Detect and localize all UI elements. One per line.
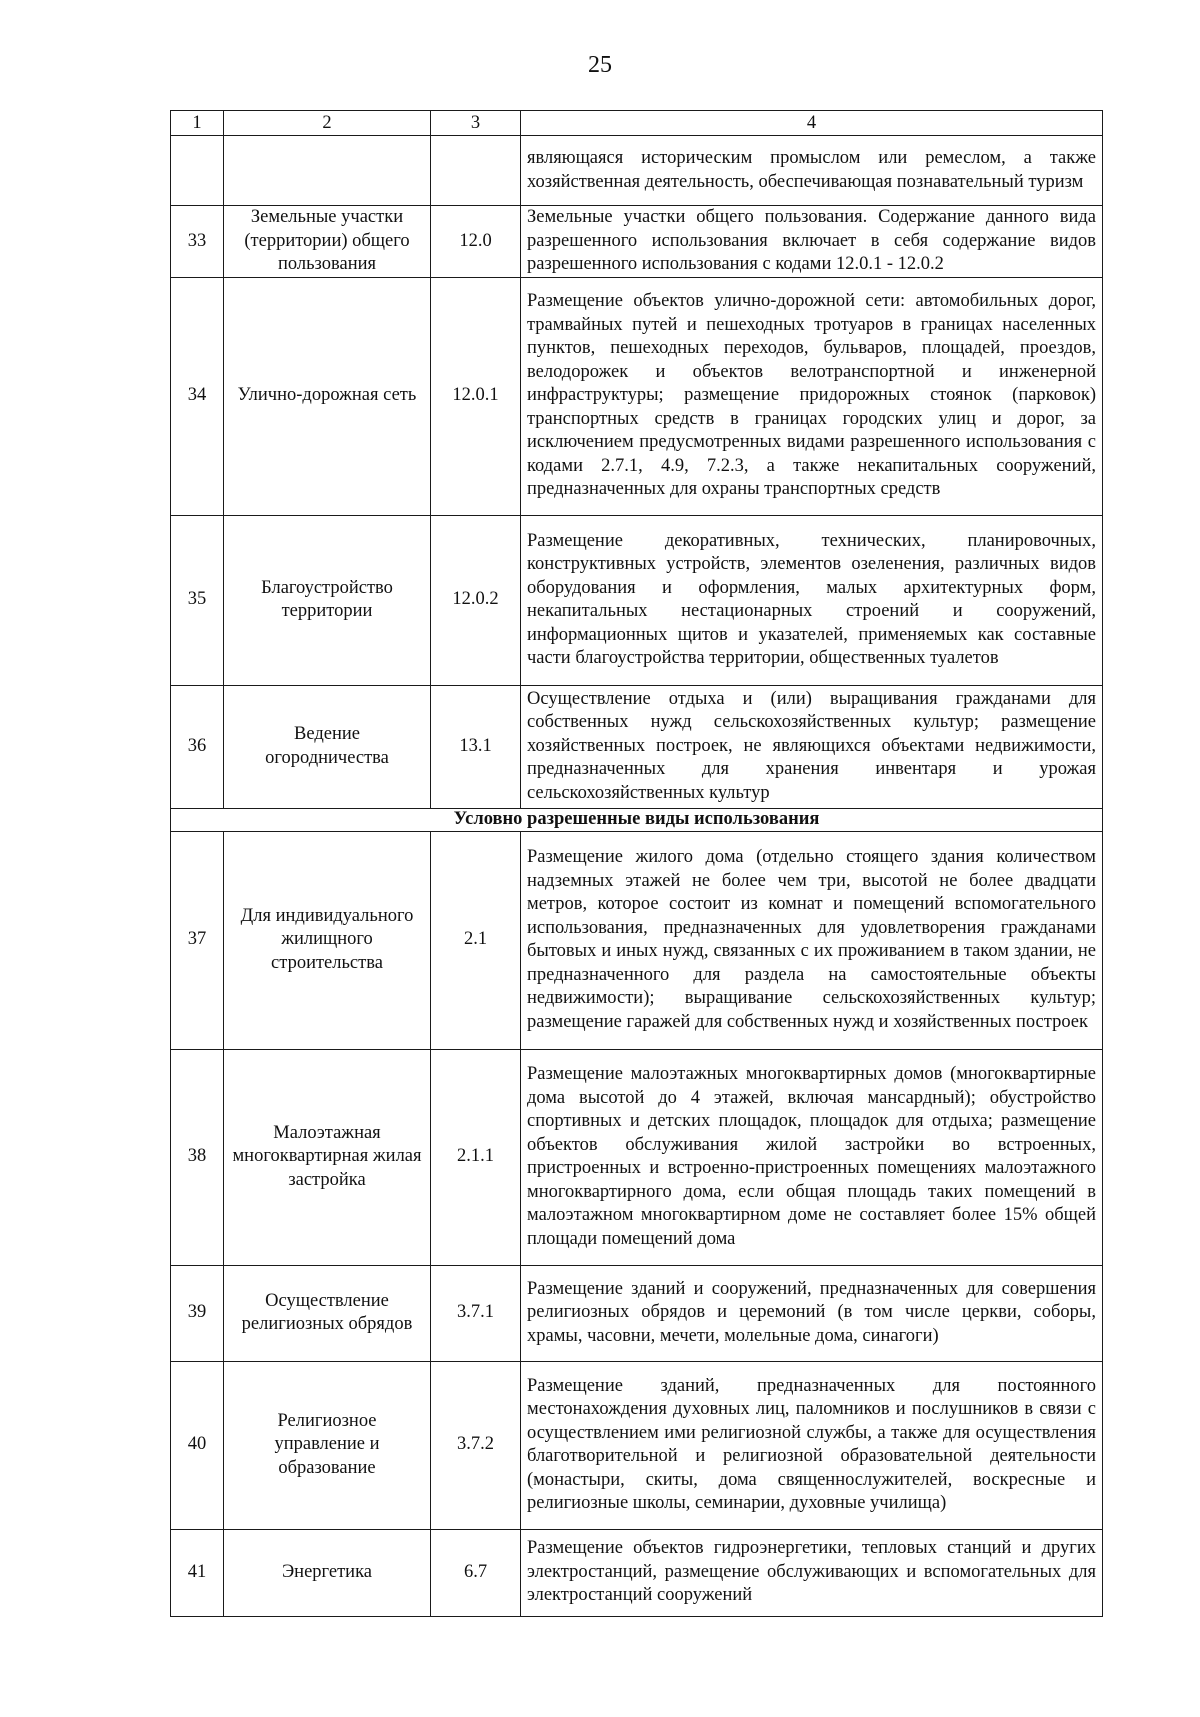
land-use-description: Земельные участки общего пользования. Содержание данного вида разрешенного использования включает в себя содержание видов разрешенного использования с кодами 12.0.1 - 12.0.2 <box>521 206 1103 278</box>
table-row <box>171 206 1103 278</box>
row-number: 36 <box>171 685 224 808</box>
row-number: 35 <box>171 515 224 685</box>
table-row <box>171 1529 1103 1616</box>
row-number: 38 <box>171 1049 224 1265</box>
land-use-description: Размещение объектов улично-дорожной сети: автомобильных дорог, трамвайных путей и пешеходных тротуаров в границах населенных пунктов, пешеходных переходов, бульваров, площадей, проездов, велодорожек и объектов велотранспортной и инженерной инфраструктуры; размещение придорожных стоянок (парковок) транспортных средств в границах городских улиц и дорог, за исключением предусмотренных видами разрешенного использования с кодами 2.7.1, 4.9, 7.2.3, а также некапитальных сооружений, предназначенных для охраны транспортных средств <box>521 277 1103 515</box>
table-row <box>171 685 1103 808</box>
section-header-row <box>171 808 1103 831</box>
land-use-name: Улично-дорожная сеть <box>224 277 431 515</box>
land-use-description: Размещение объектов гидроэнергетики, тепловых станций и других электростанций, размещение обслуживающих и вспомогательных для электростанций сооружений <box>521 1529 1103 1616</box>
land-use-name: Осуществление религиозных обрядов <box>224 1265 431 1361</box>
land-use-description: Размещение зданий, предназначенных для постоянного местонахождения духовных лиц, паломников и послушников в связи с осуществлением ими религиозной службы, а также для осуществления благотворительной и религиозной образовательной деятельности (монастыри, скиты, дома священнослужителей, воскресные и религиозные школы, семинарии, духовные училища) <box>521 1361 1103 1529</box>
continuation-row <box>171 136 1103 206</box>
row-number: 37 <box>171 831 224 1049</box>
column-number: 4 <box>521 111 1103 136</box>
land-use-code: 12.0.2 <box>431 515 521 685</box>
row-number: 40 <box>171 1361 224 1529</box>
row-number: 39 <box>171 1265 224 1361</box>
land-use-name: Энергетика <box>224 1529 431 1616</box>
land-use-description: Размещение декоративных, технических, планировочных, конструктивных устройств, элементов озеленения, различных видов оборудования и оформления, малых архитектурных форм, некапитальных нестационарных строений и сооружений, информационных щитов и указателей, применяемых как составные части благоустройства территории, общественных туалетов <box>521 515 1103 685</box>
land-use-description: Размещение зданий и сооружений, предназначенных для совершения религиозных обрядов и церемоний (в том числе церкви, соборы, храмы, часовни, мечети, молельные дома, синагоги) <box>521 1265 1103 1361</box>
page-number: 25 <box>588 52 612 78</box>
section-title: Условно разрешенные виды использования <box>171 808 1103 831</box>
column-number-row <box>171 111 1103 136</box>
table-row <box>171 831 1103 1049</box>
land-use-code: 3.7.1 <box>431 1265 521 1361</box>
table-row <box>171 1265 1103 1361</box>
land-use-name: Благоустройство территории <box>224 515 431 685</box>
land-use-code: 2.1.1 <box>431 1049 521 1265</box>
column-number: 2 <box>224 111 431 136</box>
land-use-name: Религиозное управление и образование <box>224 1361 431 1529</box>
land-use-description: Размещение малоэтажных многоквартирных домов (многоквартирные дома высотой до 4 этажей, включая мансардный); обустройство спортивных и детских площадок, площадок для отдыха; размещение объектов обслуживания жилой застройки во встроенных, пристроенных и встроенно-пристроенных помещениях малоэтажного многоквартирного дома, если общая площадь таких помещений в малоэтажном многоквартирном доме не составляет более 15% общей площади помещений дома <box>521 1049 1103 1265</box>
land-use-name: Земельные участки (территории) общего пользования <box>224 206 431 278</box>
land-use-code: 3.7.2 <box>431 1361 521 1529</box>
row-number: 33 <box>171 206 224 278</box>
row-number: 34 <box>171 277 224 515</box>
land-use-code: 12.0 <box>431 206 521 278</box>
land-use-name: Для индивидуального жилищного строительства <box>224 831 431 1049</box>
land-use-code: 12.0.1 <box>431 277 521 515</box>
land-use-description: Размещение жилого дома (отдельно стоящего здания количеством надземных этажей не более чем три, высотой не более двадцати метров, которое состоит из комнат и помещений вспомогательного использования, предназначенных для удовлетворения гражданами бытовых и иных нужд, связанных с их проживанием в таком здании, не предназначенного для раздела на самостоятельные объекты недвижимости); выращивание сельскохозяйственных культур; размещение гаражей для собственных нужд и хозяйственных построек <box>521 831 1103 1049</box>
land-use-code: 2.1 <box>431 831 521 1049</box>
column-number: 3 <box>431 111 521 136</box>
continuation-description: являющаяся историческим промыслом или ремеслом, а также хозяйственная деятельность, обеспечивающая познавательный туризм <box>521 136 1103 206</box>
table-row <box>171 515 1103 685</box>
table-row <box>171 277 1103 515</box>
row-number: 41 <box>171 1529 224 1616</box>
empty-cell <box>224 136 431 206</box>
land-use-table <box>170 110 1103 1617</box>
empty-cell <box>171 136 224 206</box>
column-number: 1 <box>171 111 224 136</box>
table-row <box>171 1049 1103 1265</box>
land-use-description: Осуществление отдыха и (или) выращивания гражданами для собственных нужд сельскохозяйственных культур; размещение хозяйственных построек, не являющихся объектами недвижимости, предназначенных для хранения инвентаря и урожая сельскохозяйственных культур <box>521 685 1103 808</box>
land-use-name: Малоэтажная многоквартирная жилая застройка <box>224 1049 431 1265</box>
empty-cell <box>431 136 521 206</box>
table-row <box>171 1361 1103 1529</box>
land-use-code: 13.1 <box>431 685 521 808</box>
land-use-code: 6.7 <box>431 1529 521 1616</box>
land-use-name: Ведение огородничества <box>224 685 431 808</box>
